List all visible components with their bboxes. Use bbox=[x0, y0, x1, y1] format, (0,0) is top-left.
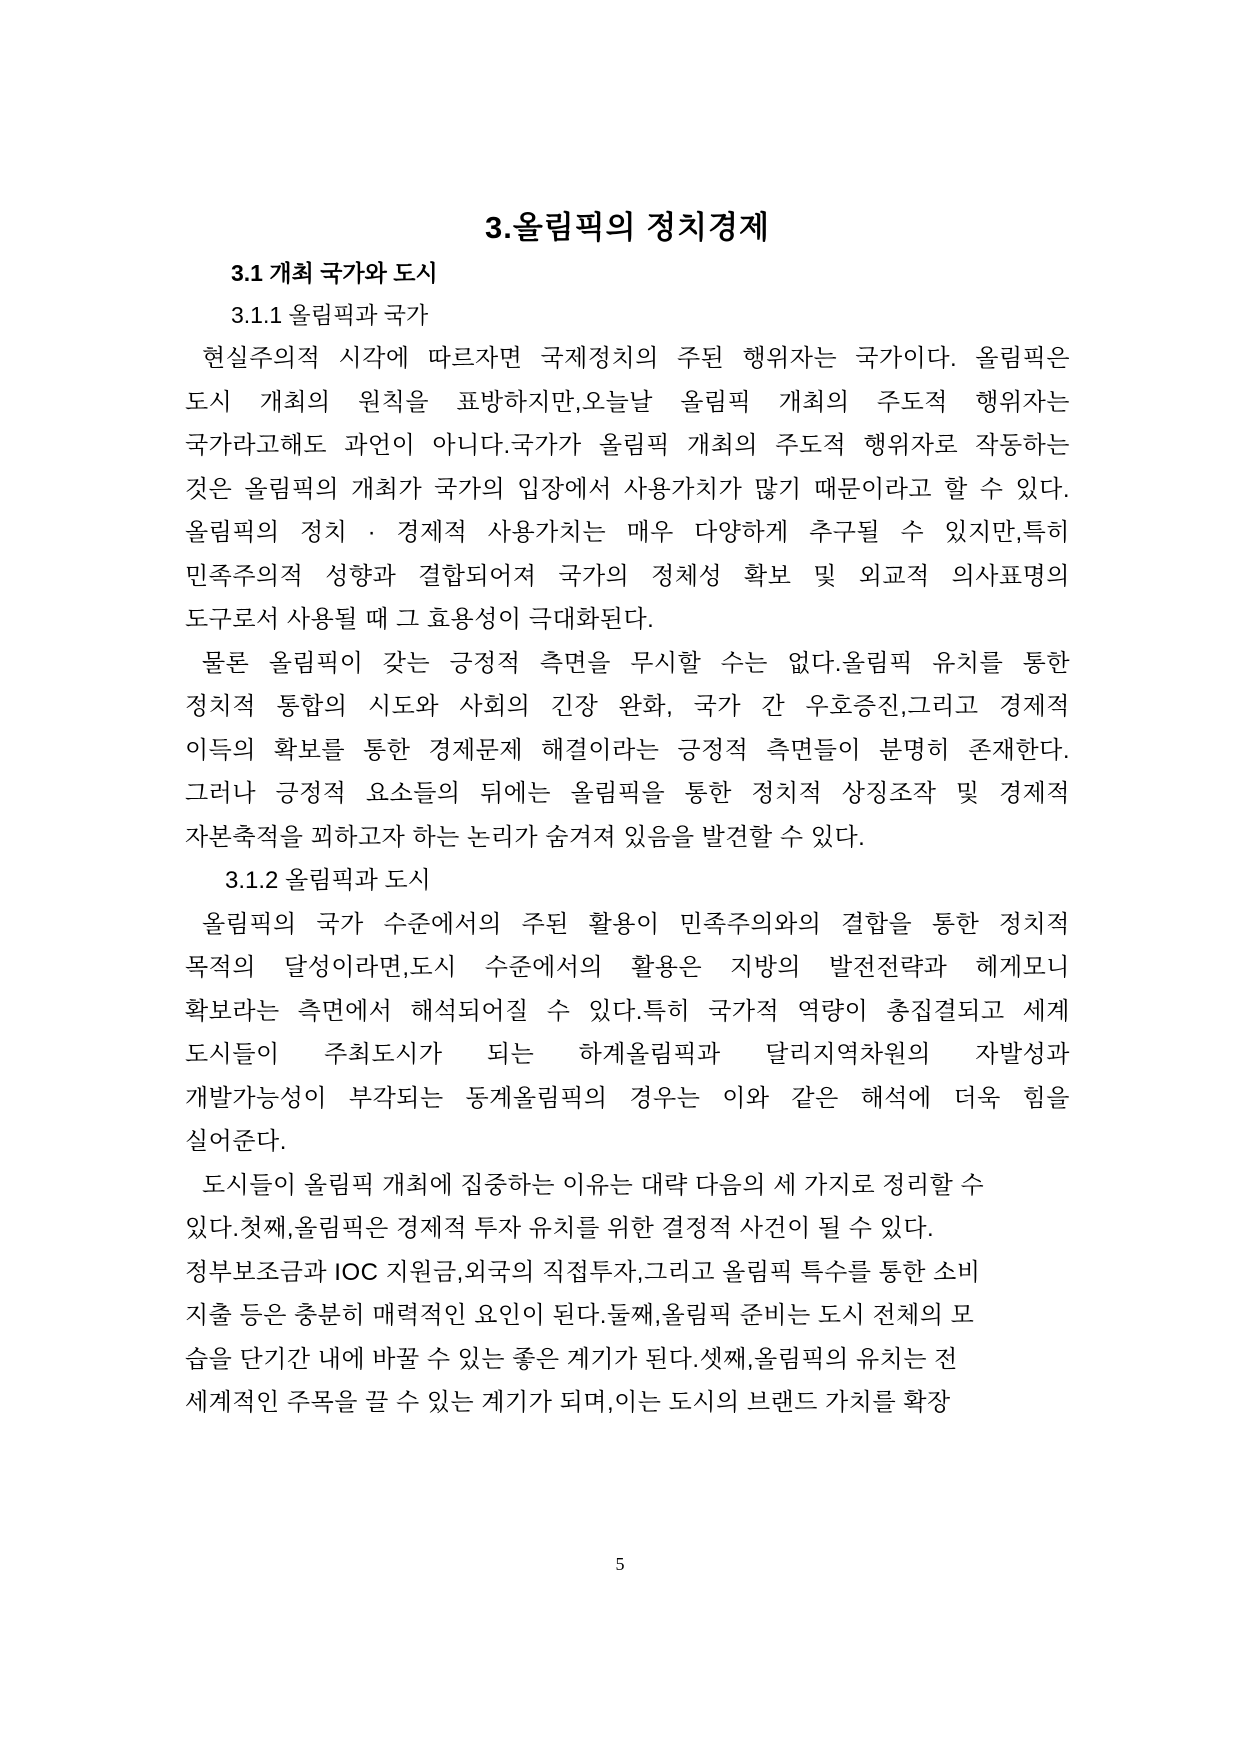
body-line: 이득의 확보를 통한 경제문제 해결이라는 긍정적 측면들이 분명히 존재한다. bbox=[185, 736, 1070, 764]
body-line: 자본축적을 꾀하고자 하는 논리가 숨겨져 있음을 발견할 수 있다. bbox=[185, 823, 866, 851]
section-heading-3-1: 3.1 개최 국가와 도시 bbox=[231, 260, 438, 286]
body-line: 지출 등은 충분히 매력적인 요인이 된다.둘째,올림픽 준비는 도시 전체의 모 bbox=[185, 1302, 975, 1329]
body-line: 국가라고해도 과언이 아니다.국가가 올림픽 개최의 주도적 행위자로 작동하는 bbox=[185, 432, 1070, 459]
paragraph-2 bbox=[185, 642, 1070, 860]
body-line: 개발가능성이 부각되는 동계올림픽의 경우는 이와 같은 해석에 더욱 힘을 bbox=[185, 1084, 1070, 1112]
body-line: 현실주의적 시각에 따르자면 국제정치의 주된 행위자는 국가이다. 올림픽은 bbox=[202, 345, 1070, 372]
body-line: 확보라는 측면에서 해석되어질 수 있다.특히 국가적 역량이 총집결되고 세계 bbox=[185, 997, 1070, 1025]
body-line: 도시 개최의 원칙을 표방하지만,오늘날 올림픽 개최의 주도적 행위자는 bbox=[185, 388, 1070, 416]
body-line: 그러나 긍정적 요소들의 뒤에는 올림픽을 통한 정치적 상징조작 및 경제적 bbox=[185, 780, 1070, 807]
paragraph-3 bbox=[185, 903, 1070, 1164]
document-content bbox=[185, 205, 1070, 1425]
body-line: 있다.첫째,올림픽은 경제적 투자 유치를 위한 결정적 사건이 될 수 있다. bbox=[185, 1215, 935, 1242]
body-line: 올림픽의 정치 · 경제적 사용가치는 매우 다양하게 추구될 수 있지만,특히 bbox=[185, 519, 1070, 546]
paragraph-4 bbox=[185, 1164, 1070, 1425]
body-line: 실어준다. bbox=[185, 1128, 287, 1155]
subsection-heading-3-1-1: 3.1.1 올림픽과 국가 bbox=[231, 302, 429, 328]
body-line: 것은 올림픽의 개최가 국가의 입장에서 사용가치가 많기 때문이라고 할 수 있다. bbox=[185, 475, 1070, 503]
body-line: 도구로서 사용될 때 그 효용성이 극대화된다. bbox=[185, 606, 655, 633]
body-line: 목적의 달성이라면,도시 수준에서의 활용은 지방의 발전전략과 헤게모니 bbox=[185, 954, 1070, 981]
body-line: 도시들이 올림픽 개최에 집중하는 이유는 대략 다음의 세 가지로 정리할 수 bbox=[202, 1171, 985, 1199]
body-line: 정부보조금과 IOC 지원금,외국의 직접투자,그리고 올림픽 특수를 통한 소비 bbox=[185, 1258, 981, 1286]
body-line: 올림픽의 국가 수준에서의 주된 활용이 민족주의와의 결합을 통한 정치적 bbox=[202, 910, 1070, 938]
body-line: 물론 올림픽이 갖는 긍정적 측면을 무시할 수는 없다.올림픽 유치를 통한 bbox=[202, 649, 1070, 677]
page-title: 3.올림픽의 정치경제 bbox=[484, 210, 771, 245]
paragraph-1 bbox=[185, 337, 1070, 642]
body-line: 정치적 통합의 시도와 사회의 긴장 완화, 국가 간 우호증진,그리고 경제적 bbox=[185, 693, 1070, 720]
page-number: 5 bbox=[615, 1554, 625, 1574]
body-line: 민족주의적 성향과 결합되어져 국가의 정체성 확보 및 외교적 의사표명의 bbox=[185, 562, 1070, 590]
subsection-heading-3-1-2: 3.1.2 올림픽과 도시 bbox=[225, 867, 431, 894]
body-line: 세계적인 주목을 끌 수 있는 계기가 되며,이는 도시의 브랜드 가치를 확장 bbox=[185, 1389, 951, 1416]
body-line: 습을 단기간 내에 바꿀 수 있는 좋은 계기가 된다.셋째,올림픽의 유치는 전 bbox=[185, 1345, 958, 1373]
body-line: 도시들이 주최도시가 되는 하계올림픽과 달리지역차원의 자발성과 bbox=[185, 1041, 1070, 1068]
